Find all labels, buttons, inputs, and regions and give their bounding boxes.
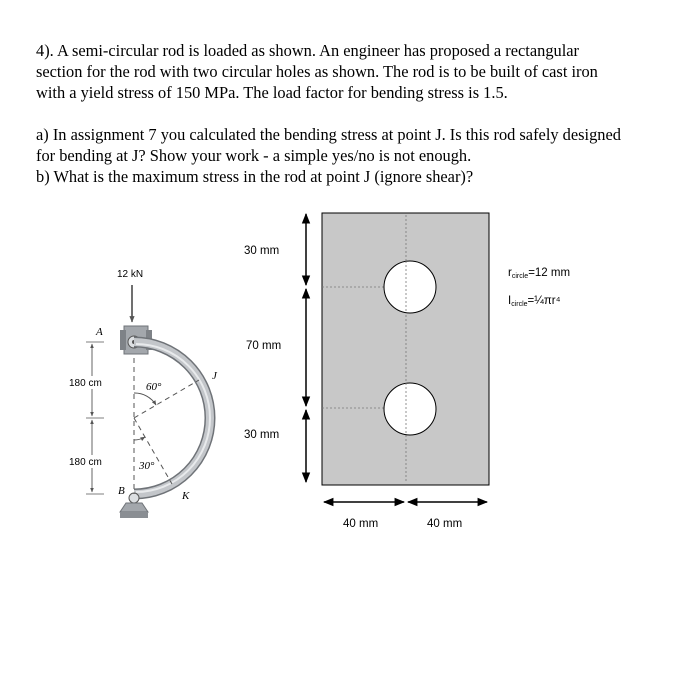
rod-figure (66, 269, 218, 518)
angle-30-label: 30° (139, 460, 155, 472)
radius-note (508, 267, 570, 280)
bottom-support (120, 503, 148, 512)
dim-bottom-label: 30 mm (244, 429, 280, 441)
dim-left-width-label: 40 mm (343, 518, 379, 530)
rectangular-section (322, 213, 489, 485)
part-b: b) What is the maximum stress in the rod at point J (ignore shear)? (36, 167, 474, 186)
upper-hole (384, 261, 436, 313)
intro-line-2: section for the rod with two circular holes as shown. The rod is to be built of cast iron (36, 62, 598, 81)
inertia-symbol: I (508, 295, 512, 307)
part-a-line-2: for bending at J? Show your work - a simple yes/no is not enough. (36, 146, 472, 165)
dim-top-label: 30 mm (244, 245, 280, 257)
angle-arc-60 (134, 393, 156, 405)
point-b-label: B (118, 485, 125, 497)
radius-to-k (134, 418, 172, 484)
point-k-label: K (182, 490, 190, 502)
inertia-note (508, 295, 561, 308)
radius-value: =12 mm (528, 267, 571, 279)
point-j-label: J (212, 370, 217, 382)
dim-middle-label: 70 mm (246, 340, 282, 352)
radius-to-j (134, 380, 199, 418)
dim-lower-label: 180 cm (69, 457, 102, 468)
angle-arc-30 (134, 437, 145, 440)
intro-line-1: 4). A semi-circular rod is loaded as shown. An engineer has proposed a rectangular (36, 41, 580, 60)
point-a-label: A (96, 326, 103, 338)
bottom-pin (129, 493, 139, 503)
load-label: 12 kN (117, 269, 144, 280)
lower-hole (384, 383, 436, 435)
inertia-subscript: circle (511, 301, 528, 308)
dim-right-width-label: 40 mm (427, 518, 463, 530)
angle-60-label: 60° (146, 381, 162, 393)
radius-symbol: r (508, 267, 512, 279)
dim-upper-label: 180 cm (69, 378, 102, 389)
part-a-line-1: a) In assignment 7 you calculated the bending stress at point J. Is this rod safely designed (36, 125, 621, 144)
inertia-value: =¼πr⁴ (527, 295, 561, 307)
intro-line-3: with a yield stress of 150 MPa. The load factor for bending stress is 1.5. (36, 83, 508, 102)
section-figure (244, 213, 570, 530)
radius-subscript: circle (511, 273, 529, 280)
